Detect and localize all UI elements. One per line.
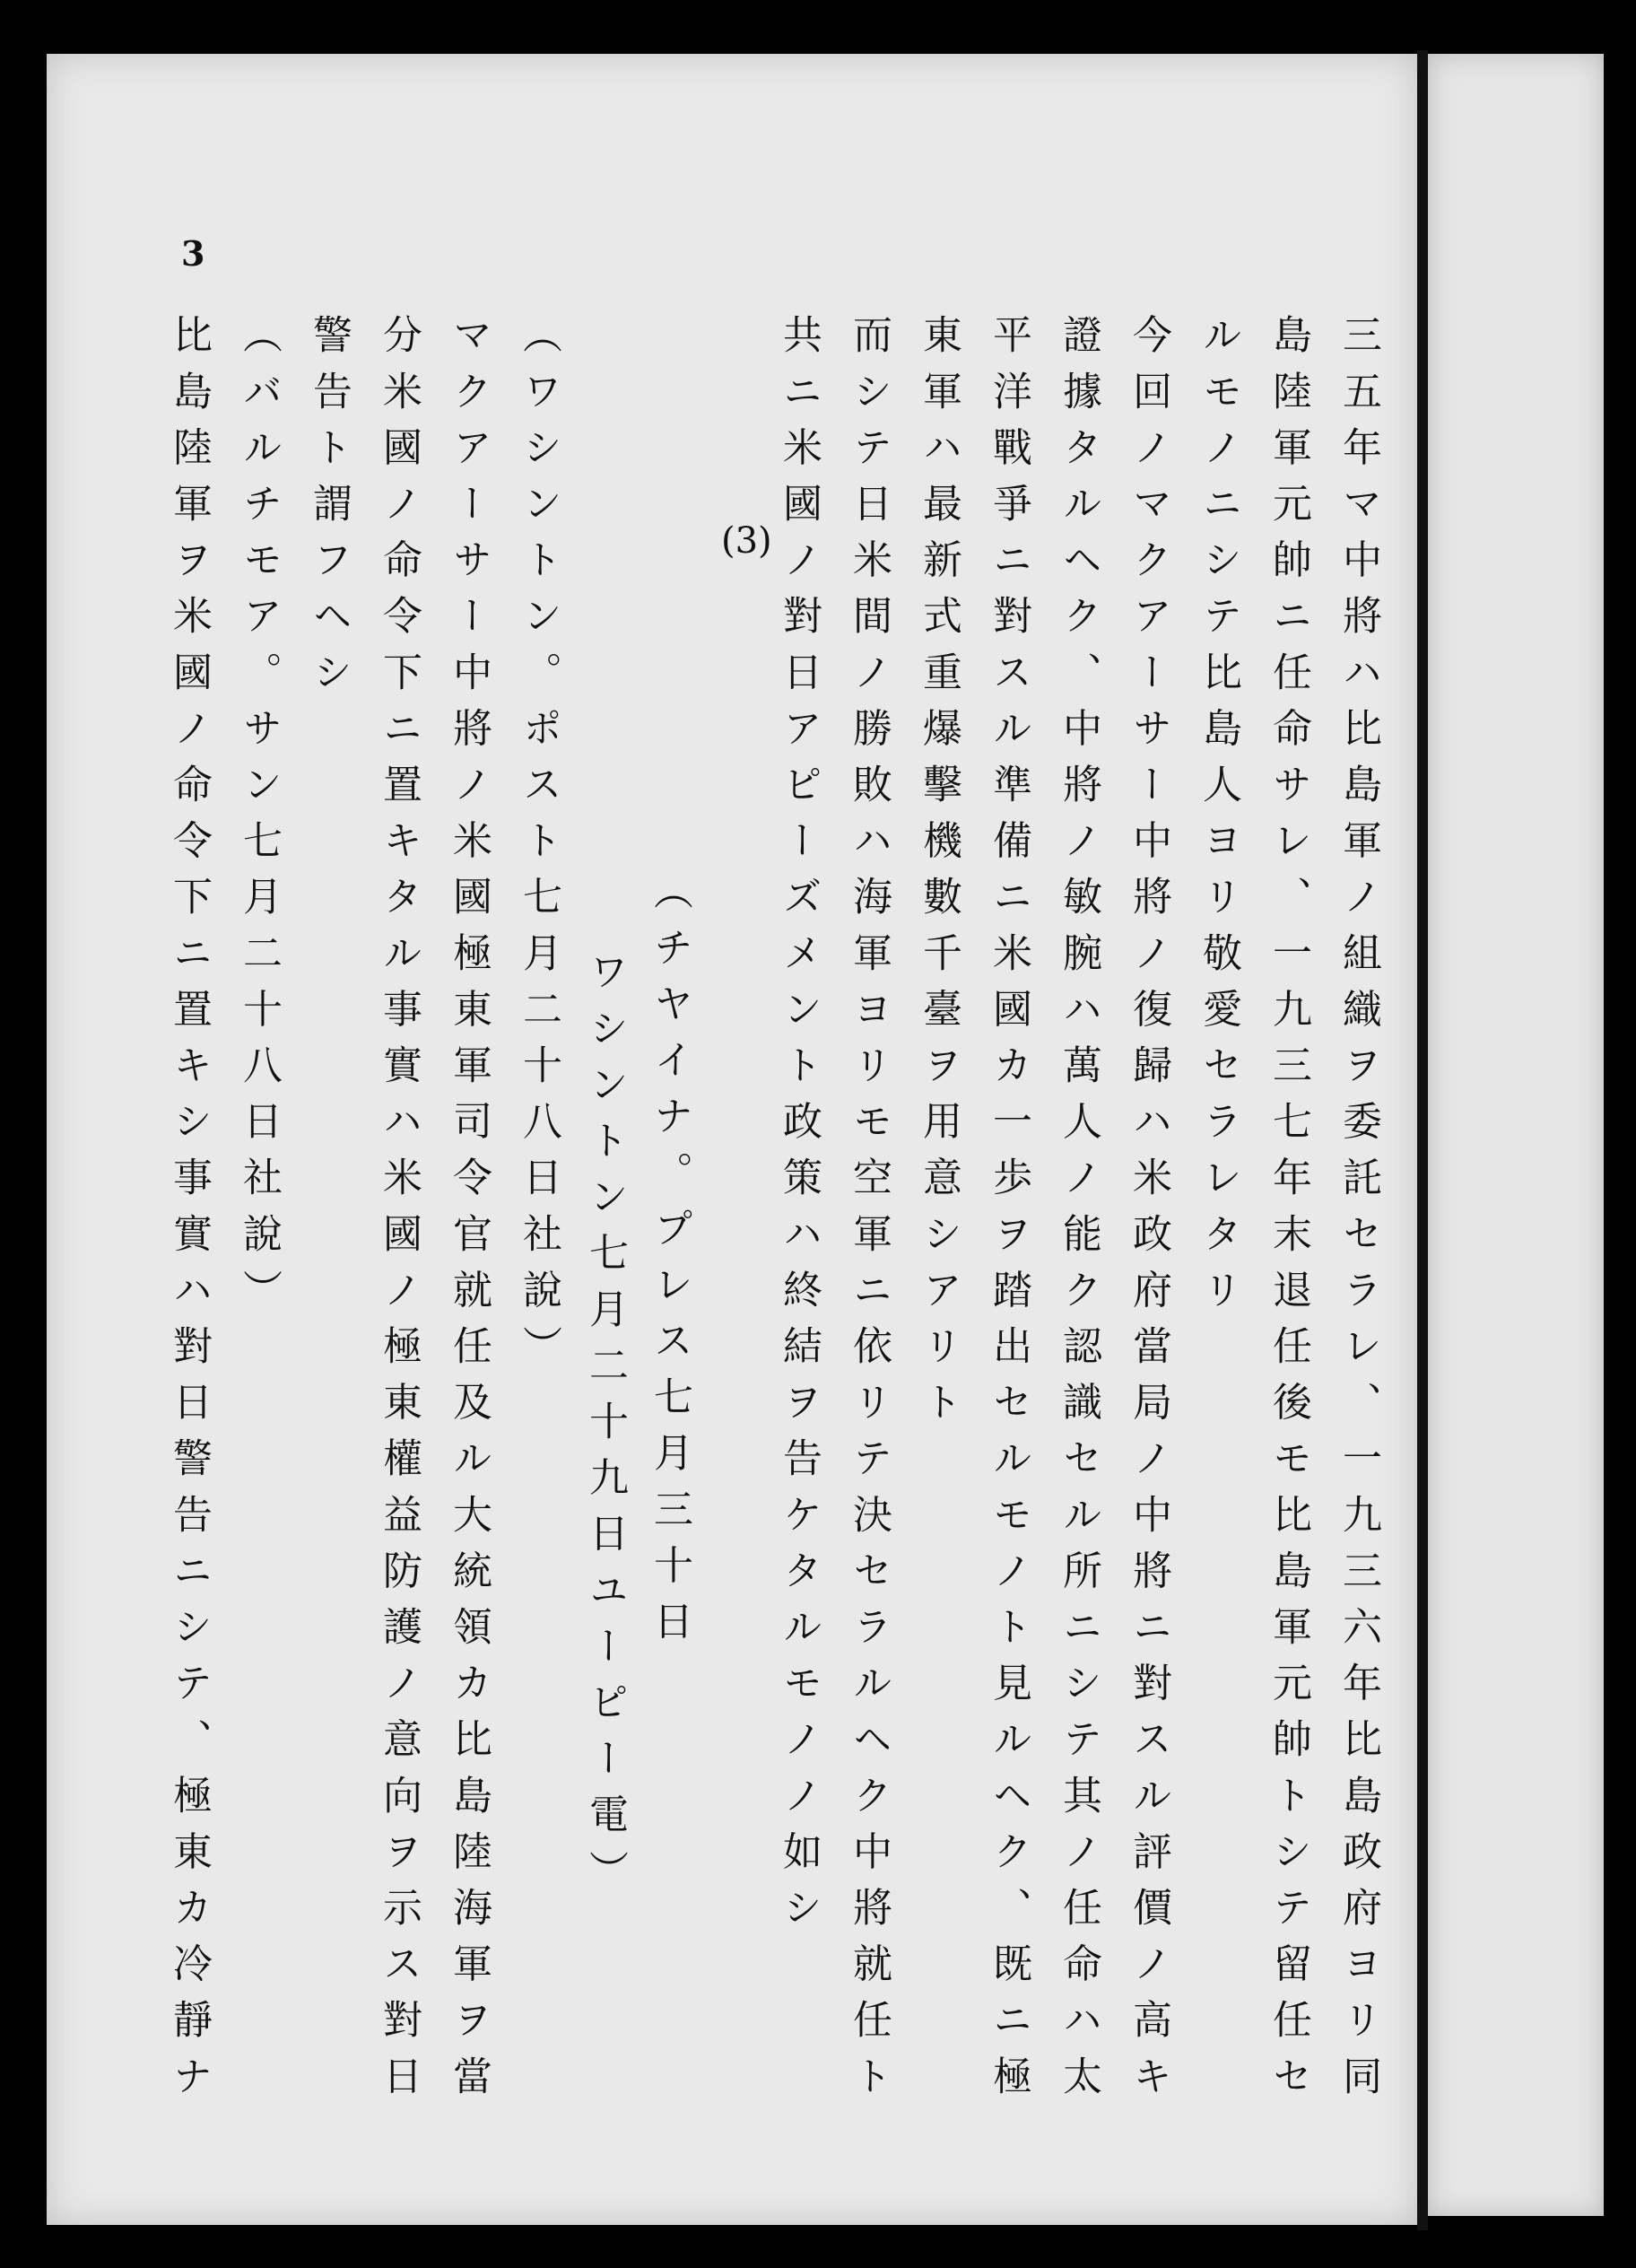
citation-column: （バルチモア。サン七月二十八日社說） [236,314,282,1325]
text-column: 平洋戰爭ニ對スル準備ニ米國カ一歩ヲ踏出セルモノト見ルヘク、既ニ極 [986,314,1031,2112]
page-number: 3 [181,233,205,274]
text-column: 共ニ米國ノ對日アピーズメント政策ハ終結ヲ告ケタルモノノ如シ [776,314,822,1943]
text-column: 比島陸軍ヲ米國ノ命令下ニ置キシ事實ハ對日警告ニシテ、極東カ冷靜ナ [166,314,212,2112]
citation-column: （チヤイナ。プレス七月三十日 [647,870,692,1657]
citation-column: （ワシントン。ポスト七月二十八日社說） [516,314,561,1382]
right-page-edge [1428,54,1604,2216]
text-column: 警告ト謂フヘシ [306,314,352,708]
text-column: 東軍ハ最新式重爆擊機數千臺ヲ用意シアリト [916,314,962,1437]
text-column: 今回ノマクアーサー中將ノ復歸ハ米政府當局ノ中將ニ對スル評價ノ高キ [1126,314,1171,2112]
text-column: 三五年マ中將ハ比島軍ノ組織ヲ委託セラレ、一九三六年比島政府ヨリ同 [1336,314,1381,2112]
text-column: 證據タルヘク、中將ノ敏腕ハ萬人ノ能ク認識セル所ニシテ其ノ任命ハ太 [1056,314,1101,2112]
text-column: 分米國ノ命令下ニ置キタル事實ハ米國ノ極東權益防護ノ意向ヲ示ス對日 [376,314,422,2112]
text-column: 而シテ日米間ノ勝敗ハ海軍ヨリモ空軍ニ依リテ決セラルヘク中將就任ト [846,314,892,2112]
left-page [47,54,1417,2225]
binding-gutter [1417,50,1428,2230]
citation-column: ワシントン七月二十九日ユーピー電） [582,951,628,1906]
text-column: マクアーサー中將ノ米國極東軍司令官就任及ル大統領カ比島陸海軍ヲ當 [446,314,492,2112]
section-marker: (3) [721,520,772,562]
text-column: 島陸軍元帥ニ任命サレ、一九三七年末退任後モ比島軍元帥トシテ留任セ [1266,314,1311,2112]
text-column: ルモノニシテ比島人ヨリ敬愛セラレタリ [1196,314,1241,1325]
